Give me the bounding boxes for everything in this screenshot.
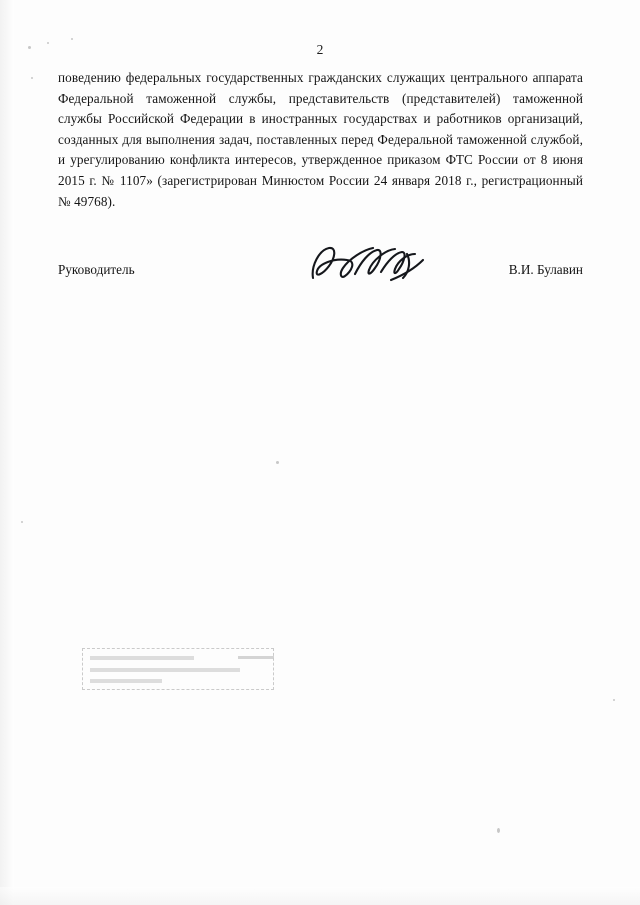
- scan-speck: [21, 521, 23, 523]
- scan-speck: [497, 828, 500, 833]
- body-paragraph: поведению федеральных государственных гражданских служащих центрального аппарата Федеральной таможенной службы, представительств (представителей) таможенной службы Российской Федерации в иностранных государствах и работников организаций, созданных для выполнения задач, поставленных перед Федеральной таможенной службой, и урегулированию конфликта интересов, утвержденное приказом ФТС России от 8 июня 2015 г. № 1107» (зарегистрирован Минюстом России 24 января 2018 г., регистрационный № 49768).: [58, 70, 583, 209]
- handwritten-signature-icon: [303, 238, 433, 290]
- signer-name: В.И. Булавин: [508, 262, 583, 277]
- scan-speck: [613, 699, 615, 701]
- scan-edge-left: [0, 0, 14, 905]
- body-text-block: [58, 68, 583, 212]
- faint-mark: [238, 656, 274, 659]
- scan-speck: [71, 38, 73, 40]
- stamp-line: [90, 679, 162, 683]
- scan-edge-bottom: [0, 887, 640, 905]
- scan-speck: [31, 77, 33, 79]
- page-number: 2: [316, 42, 324, 57]
- scan-speck: [276, 461, 279, 464]
- faint-stamp-box: [82, 648, 274, 690]
- stamp-line: [90, 668, 240, 672]
- signer-title: Руководитель: [58, 262, 135, 277]
- signature-block: [58, 256, 583, 296]
- stamp-line: [90, 656, 194, 660]
